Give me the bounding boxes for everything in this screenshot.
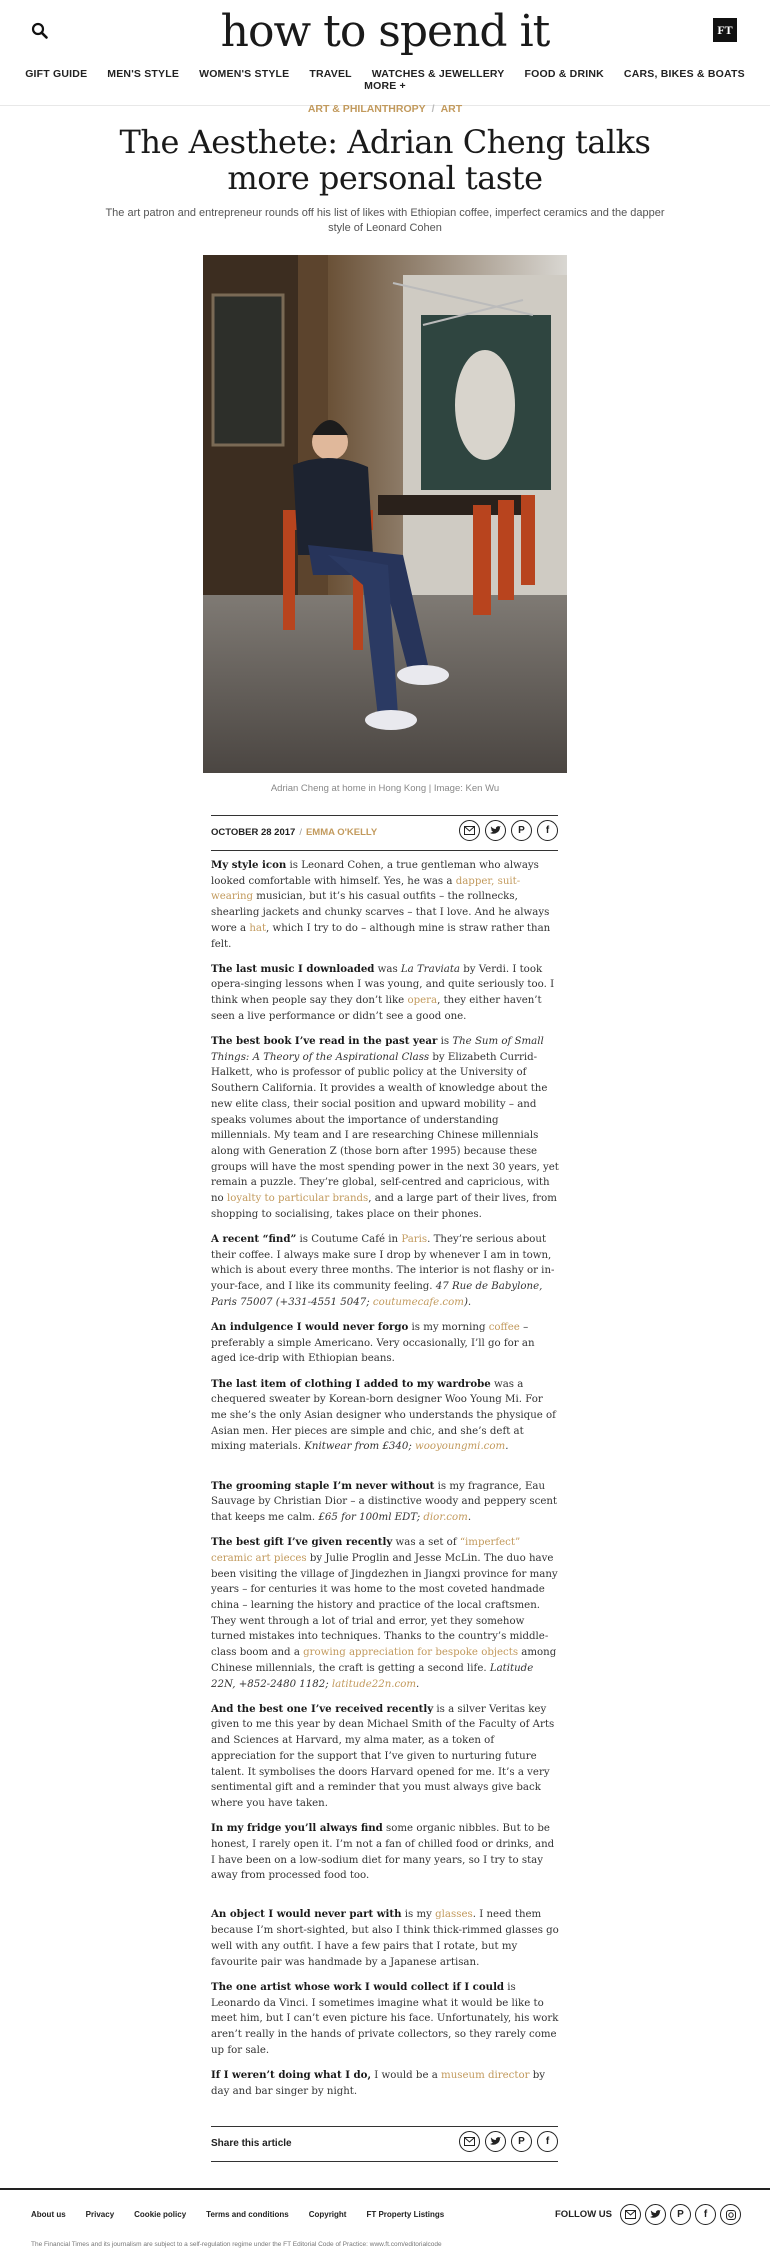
inline-link[interactable]: “imperfect” ceramic art pieces [211,1537,521,1564]
article-paragraph [211,962,559,1025]
paragraph-lead: The one artist whose work I would collect if I could [211,1980,505,1993]
paragraph-text: , they either haven’t seen a live performance or didn’t see a good one. [211,995,542,1022]
footer-link[interactable]: Terms and conditions [206,2210,289,2219]
footer-link[interactable]: About us [31,2210,66,2219]
article-paragraph [211,1320,559,1367]
paragraph-text: is Coutume Café in [296,1233,402,1245]
paragraph-text: La Traviata [400,963,460,975]
paragraph-text: was a set of [392,1537,460,1549]
paragraph-gap [211,1465,559,1479]
mail-icon[interactable] [620,2204,641,2225]
facebook-icon[interactable]: f [537,2131,558,2152]
article-standfirst: The art patron and entrepreneur rounds off his list of likes with Ethiopian coffee, imperfect ceramics and the dapper style of Leonard Cohen [105,207,665,234]
paragraph-text: by Verdi. I took opera-singing lessons when I was young, and quite seriously too. I think when people say they don’t like [211,963,555,1007]
paragraph-text: The Sum of Small Things: A Theory of the Aspirational Class [211,1036,544,1063]
inline-link[interactable]: glasses [435,1909,473,1921]
pinterest-icon[interactable]: P [511,2131,532,2152]
facebook-icon[interactable]: f [537,820,558,841]
paragraph-gap [211,1893,559,1907]
facebook-icon[interactable]: f [695,2204,716,2225]
inline-link[interactable]: dapper, suit-wearing [211,875,521,903]
paragraph-lead: My style icon [211,859,287,871]
twitter-icon[interactable] [485,820,506,841]
paragraph-text: is Leonard Cohen, a true gentleman who always looked comfortable with himself. Yes, he was a [211,860,539,887]
paragraph-lead: A recent “find” [211,1232,297,1245]
mail-icon[interactable] [459,2131,480,2152]
inline-link[interactable]: coffee [488,1321,520,1333]
nav-item[interactable]: MORE + [364,80,406,92]
article-author[interactable]: EMMA O'KELLY [305,827,378,838]
footer-link[interactable]: Cookie policy [134,2210,187,2219]
follow-us [555,2204,741,2225]
paragraph-lead: The best book I’ve read in the past year [211,1035,438,1048]
fine-print: The Financial Times and its journalism are subject to a self-regulation regime under the FT Editorial Code of Practice: www.ft.com/editorialcode [31,2241,442,2248]
follow-label: FOLLOW US [555,2209,612,2220]
paragraph-text: , which I try to do – although mine is straw rather than felt. [211,922,551,950]
share-bar-bottom [211,2126,558,2162]
paragraph-text: some organic nibbles. But to be honest, I rarely open it. I’m not a fan of chilled food or drinks, and I have been on a low-sodium diet for many years, so I try to stay away from processed food too. [211,1823,555,1882]
article-paragraph [211,2068,559,2099]
paragraph-text: . They’re serious about their coffee. I always make sure I drop by whenever I am in town, which is about every three months. The interior is not flashy or in-your-face, and I like its community feeling. [211,1233,555,1293]
paragraph-text: is [437,1036,453,1048]
site-footer [0,2188,770,2264]
paragraph-text: ). [463,1296,472,1308]
paragraph-lead: An indulgence I would never forgo [211,1320,409,1333]
paragraph-text: is my fragrance, Eau Sauvage by Christian Dior – a distinctive woody and peppery scent that keeps me calm. [211,1480,557,1524]
article-body [211,858,559,2109]
paragraph-text: . [467,1512,472,1524]
inline-link[interactable]: wooyoungmi.com [415,1441,506,1453]
article-meta [211,827,377,838]
twitter-icon[interactable] [645,2204,666,2225]
footer-link[interactable]: FT Property Listings [366,2210,445,2219]
article-paragraph [211,1702,559,1812]
footer-links [31,2210,464,2219]
paragraph-lead: The best gift I’ve given recently [211,1536,393,1549]
site-header [0,0,770,106]
inline-link[interactable]: museum director [441,2069,530,2081]
nav-item[interactable]: WATCHES & JEWELLERY [371,68,505,80]
hero-image [203,255,567,773]
share-icons-bottom [459,2131,558,2152]
footer-link[interactable]: Privacy [85,2210,115,2219]
paragraph-lead: The last item of clothing I added to my wardrobe [211,1377,491,1390]
inline-link[interactable]: latitude22n.com [331,1678,417,1690]
twitter-icon[interactable] [485,2131,506,2152]
inline-link[interactable]: Paris [401,1233,428,1245]
pinterest-icon[interactable]: P [670,2204,691,2225]
ft-logo[interactable]: FT [713,18,737,42]
paragraph-lead: In my fridge you’ll always find [211,1822,383,1835]
nav-item[interactable]: GIFT GUIDE [25,68,88,80]
paragraph-text: was [374,963,401,975]
article-date: OCTOBER 28 2017 [211,827,296,838]
paragraph-lead: The grooming staple I’m never without [211,1479,435,1492]
paragraph-text: by Elizabeth Currid-Halkett, who is professor of public policy at the University of Southern California. It provides a wealth of knowledge about the new elite class, their social position and upward mobility – and speaks volumes about the importance of understanding millennials. My team and I are researching Chinese millennials along with Generation Z (those born after 1995) because these groups will have the most spending power in the next 30 years, yet remain a puzzle. They’re global, self-centred and capricious, with no [211,1051,559,1205]
article-paragraph [211,1479,559,1526]
inline-link[interactable]: growing appreciation for bespoke objects [303,1647,519,1659]
inline-link[interactable]: dior.com [423,1512,468,1524]
paragraph-lead: And the best one I’ve received recently [211,1702,434,1715]
paragraph-lead: If I weren’t doing what I do, [211,2068,371,2081]
inline-link[interactable]: loyalty to particular brands [226,1193,369,1205]
nav-item[interactable]: MEN'S STYLE [107,68,180,80]
pinterest-icon[interactable]: P [511,820,532,841]
paragraph-text: . [416,1678,420,1690]
paragraph-text: is my morning [408,1321,489,1333]
paragraph-text: is a silver Veritas key given to me this year by dean Michael Smith of the Faculty of Arts and Sciences at Harvard, my alma mater, as a token of appreciation for the support that I’ve given to nurturing future talent. It symbolises the doors Harvard opened for me. It’s a very sentimental gift and a reminder that you must always give back where you have taken. [211,1703,555,1809]
paragraph-text: is Leonardo da Vinci. I sometimes imagine what it would be like to meet him, but I can’t even picture his face. Unfortunately, his work aren’t really in the hands of private collectors, so they rarely come up for sale. [211,1981,559,2056]
paragraph-text: – preferably a simple Americano. Very occasionally, I’ll go for an aged ice-drip with Ethiopian beans. [211,1321,535,1365]
instagram-icon[interactable] [720,2204,741,2225]
breadcrumb-sub[interactable]: ART [440,103,463,115]
paragraph-text: musician, but it’s his casual outfits – the rollnecks, shearling jackets and chunky scarves – that I love. And he always wore a [211,891,550,934]
article-paragraph [211,1377,559,1456]
paragraph-text: among Chinese millennials, the craft is getting a second life. [211,1647,557,1674]
paragraph-text: I would be a [371,2069,442,2081]
footer-link[interactable]: Copyright [308,2210,347,2219]
article-paragraph [211,858,559,952]
nav-item[interactable]: WOMEN'S STYLE [199,68,290,80]
site-logo[interactable]: how to spend it [220,6,550,57]
share-label: Share this article [211,2138,292,2149]
paragraph-lead: An object I would never part with [211,1908,402,1921]
breadcrumb-section[interactable]: ART & PHILANTHROPY [307,103,426,115]
article-paragraph [211,1232,559,1311]
paragraph-text: . I need them because I’m short-sighted, but also I think thick-rimmed glasses go well with any outfit. I have a few pairs that I rotate, but my favourite pair was handmade by a Japanese artisan. [211,1909,559,1968]
paragraph-text: 47 Rue de Babylone, Paris 75007 (+331-4551 5047; [211,1281,543,1308]
inline-link[interactable]: hat [249,922,267,934]
article-meta-bar [211,815,558,851]
paragraph-text: is my [401,1909,436,1921]
share-icons-top [459,820,558,841]
paragraph-text: was a chequered sweater by Korean-born designer Woo Young Mi. For me she’s the only Asian designer who understands the physique of Asian men. Her pieces are simple and chic, and she’s deft at mixing materials. [211,1378,556,1453]
paragraph-lead: The last music I downloaded [211,962,375,975]
article-paragraph [211,1034,559,1222]
article-paragraph [211,1535,559,1692]
paragraph-text: Knitwear from £340; [304,1441,415,1453]
paragraph-text: Latitude 22N, +852-2480 1182; [211,1662,534,1690]
article-paragraph [211,1821,559,1884]
article-paragraph [211,1980,559,2059]
paragraph-text: by Julie Proglin and Jesse McLin. The duo have been visiting the village of Jingdezhen in Jiangxi province for many years – for centuries it was home to the most coveted handmade china – learning the history and practice of the local craftsmen. They went through a lot of trial and error, yet they somehow turned mistakes into techniques. Thanks to the country’s middle-class boom and a [211,1552,558,1659]
mail-icon[interactable] [459,820,480,841]
nav-item[interactable]: TRAVEL [309,68,352,80]
image-caption: Adrian Cheng at home in Hong Kong | Image: Ken Wu [270,783,500,794]
paragraph-text: by day and bar singer by night. [211,2069,545,2097]
nav-item[interactable]: FOOD & DRINK [524,68,604,80]
meta-separator: / [299,827,302,838]
inline-link[interactable]: opera [407,995,438,1007]
breadcrumb-separator: / [431,103,435,115]
paragraph-text: , and a large part of their lives, from shopping to socialising, takes place on their phones. [211,1193,557,1220]
paragraph-text: . [505,1441,509,1453]
article-title: The Aesthete: Adrian Cheng talks more personal taste [119,123,651,197]
nav-item[interactable]: CARS, BIKES & BOATS [623,68,745,80]
inline-link[interactable]: coutumecafe.com [372,1296,464,1308]
breadcrumb [0,103,770,115]
main-nav [0,68,770,92]
article-paragraph [211,1907,559,1970]
paragraph-text: £65 for 100ml EDT; [318,1512,424,1524]
